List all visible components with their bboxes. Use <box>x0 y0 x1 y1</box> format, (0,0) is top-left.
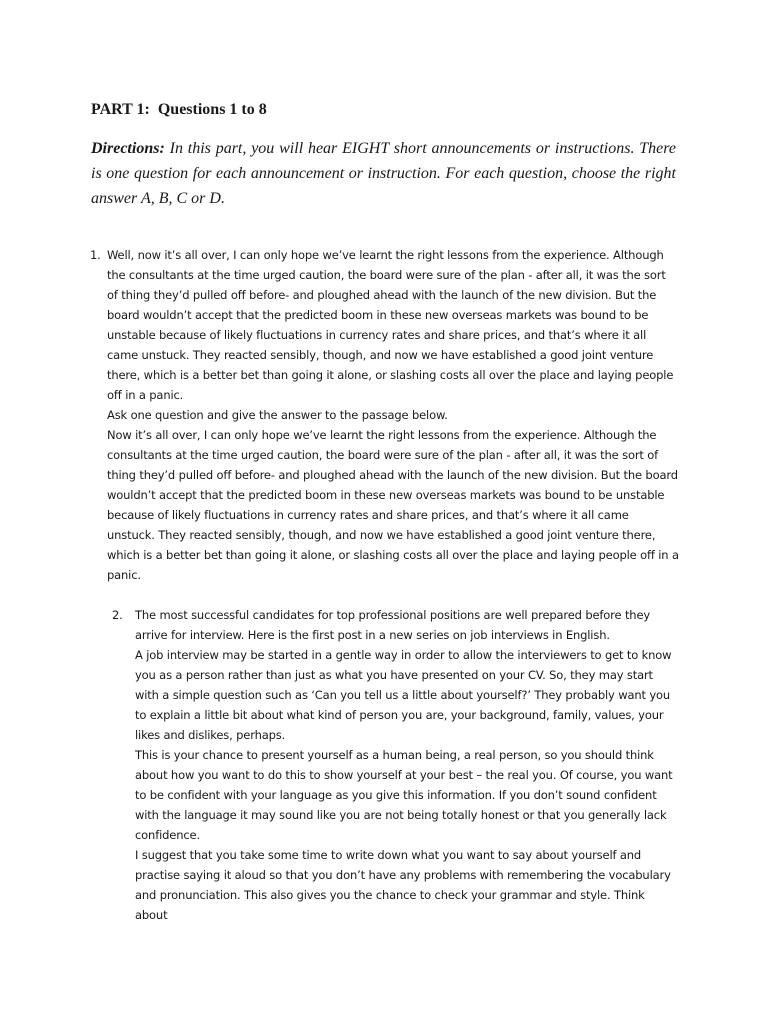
question-number: 1. <box>90 248 101 262</box>
question-1-passage: Well, now it’s all over, I can only hope we’ve learnt the right lessons from the experience. Although the consultants at the time urged caution, the board were sure of the plan - after all, it was the sort of thing they’d pulled off before- and ploughed ahead with the launch of the new division. But the board wouldn’t accept that the predicted boom in these new overseas markets was bound to be unstable because of likely fluctuations in currency rates and share prices, and that’s where it all came unstuck. They reacted sensibly, though, and now we have established a good joint venture there, which is a better bet than going it alone, or slashing costs all over the place and laying people off in a panic. <box>107 248 674 402</box>
question-2-paragraph: I suggest that you take some time to write down what you want to say about yourself and practise saying it aloud so that you don’t have any problems with remembering the vocabulary and pronunciation. This also gives you the chance to check your grammar and style. Think about <box>135 848 671 922</box>
question-1-passage-repeat: Now it’s all over, I can only hope we’ve learnt the right lessons from the experience. Although the consultants at the time urged caution, the board were sure of the plan - after all, it was the sort of thing they’d pulled off before- and ploughed ahead with the launch of the new division. But the board wouldn’t accept that the predicted boom in these new overseas markets was bound to be unstable because of likely fluctuations in currency rates and share prices, and that’s where it all came unstuck. They reacted sensibly, though, and now we have established a good joint venture there, which is a better bet than going it alone, or slashing costs all over the place and laying people off in a panic. <box>107 428 679 582</box>
question-2-paragraph: This is your chance to present yourself as a human being, a real person, so you should think about how you want to do this to show yourself at your best – the real you. Of course, you want to be confident with your language as you give this information. If you don’t sound confident with the language it may sound like you are not being totally honest or that you generally lack confidence. <box>135 748 673 842</box>
question-2-paragraph: A job interview may be started in a gentle way in order to allow the interviewers to get to know you as a person rather than just as what you have presented on your CV. So, they may start with a simple question such as ‘Can you tell us a little about yourself?’ They probably want you to explain a little bit about what kind of person you are, your background, family, values, your likes and dislikes, perhaps. <box>135 648 672 742</box>
part-heading: PART 1: Questions 1 to 8 <box>91 101 267 118</box>
question-2 <box>112 605 679 925</box>
directions-paragraph <box>91 136 676 211</box>
question-number: 2. <box>112 608 123 622</box>
directions-text: In this part, you will hear EIGHT short announcements or instructions. There is one question for each announcement or instruction. For each question, choose the right answer A, B, C or D. <box>91 140 677 207</box>
question-1 <box>90 245 679 585</box>
question-1-instruction: Ask one question and give the answer to the passage below. <box>107 408 448 422</box>
directions-lead: Directions: <box>91 140 165 157</box>
question-2-paragraph: The most successful candidates for top professional positions are well prepared before they arrive for interview. Here is the first post in a new series on job interviews in English. <box>135 608 651 642</box>
